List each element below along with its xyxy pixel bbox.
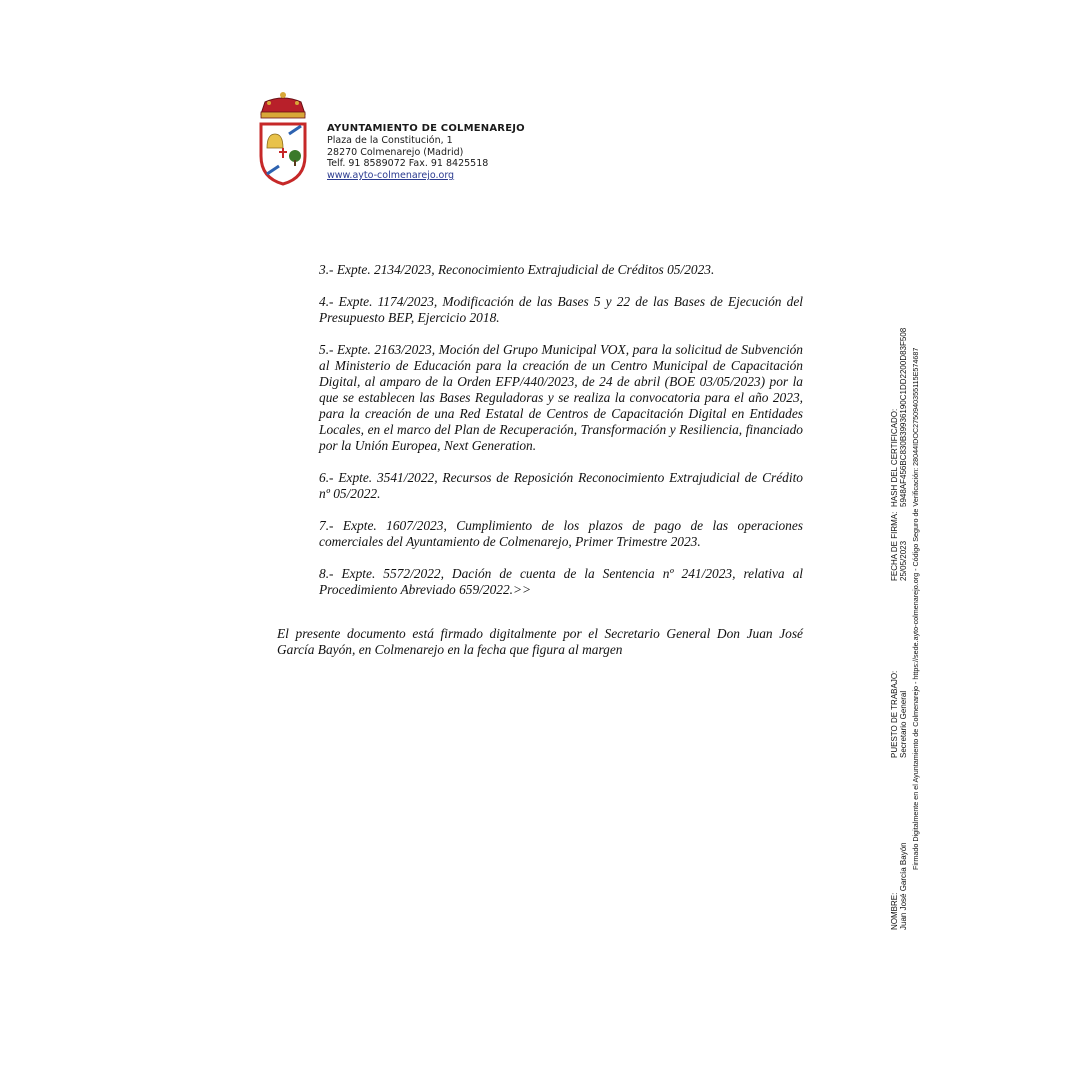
signature-hash-block [890,328,908,507]
organization-header [327,123,525,181]
organization-city: 28270 Colmenarejo (Madrid) [327,146,464,158]
signature-hash-label: HASH DEL CERTIFICADO: [890,408,899,507]
signature-hash-value: 5948AF456BC830B39936190C1DD2200D83F508 [899,327,908,507]
agenda-item-8: 8.- Expte. 5572/2022, Dación de cuenta de la Sentencia nº 241/2023, relativa al Procedimiento Abreviado 659/2022.>> [319,566,803,597]
signature-date-block [890,512,908,581]
agenda-item-7: 7.- Expte. 1607/2023, Cumplimiento de los plazos de pago de las operaciones comerciales del Ayuntamiento de Colmenarejo, Primer Trimestre 2023. [319,518,803,549]
signature-name-block [890,842,908,930]
signature-verification-text: Firmado Digitalmente en el Ayuntamiento de Colmenarejo - https://sede.ayto-colmenarejo.org - Código Seguro de Verificación: 28044IDOC2750940355115E574687 [911,347,920,870]
signature-name-value: Juan José García Bayón [899,842,908,930]
organization-phone: Telf. 91 8589072 Fax. 91 8425518 [327,158,489,170]
agenda-item-3: 3.- Expte. 2134/2023, Reconocimiento Extrajudicial de Créditos 05/2023. [319,262,715,277]
signature-date-label: FECHA DE FIRMA: [890,511,899,581]
signature-name-label: NOMBRE: [890,892,899,930]
signature-position-value: Secretario General [899,690,908,758]
signature-verification-block [911,348,920,870]
municipal-coat-of-arms-icon [255,90,311,186]
signature-position-label: PUESTO DE TRABAJO: [890,670,899,758]
agenda-item-5: 5.- Expte. 2163/2023, Moción del Grupo Municipal VOX, para la solicitud de Subvención al Ministerio de Educación para la creación de un Centro Municipal de Capacitación Digital, al amparo de la Orden EFP/440/2023, de 24 de abril (BOE 03/05/2023) por la que se establecen las Bases Reguladoras y se realiza la convocatoria para el año 2023, para la creación de una Red Estatal de Centros de Capacitación Digital en Entidades Locales, en el marco del Plan de Recuperación, Transformación y Resiliencia, financiado por la Unión Europea, Next Generation. [319,342,803,453]
signature-position-block [890,671,908,758]
agenda-item-6: 6.- Expte. 3541/2022, Recursos de Reposición Reconocimiento Extrajudicial de Crédito nº 05/2022. [319,470,803,501]
agenda-item-4: 4.- Expte. 1174/2023, Modificación de las Bases 5 y 22 de las Bases de Ejecución del Presupuesto BEP, Ejercicio 2018. [319,294,803,325]
agenda-items [319,262,803,614]
organization-name: AYUNTAMIENTO DE COLMENAREJO [327,123,525,134]
organization-address: Plaza de la Constitución, 1 [327,135,453,146]
organization-website-link[interactable]: www.ayto-colmenarejo.org [327,169,455,181]
signature-date-value: 25/05/2023 [899,540,908,581]
digital-signature-note: El presente documento está firmado digitalmente por el Secretario General Don Juan José García Bayón, en Colmenarejo en la fecha que figura al margen [277,626,803,657]
